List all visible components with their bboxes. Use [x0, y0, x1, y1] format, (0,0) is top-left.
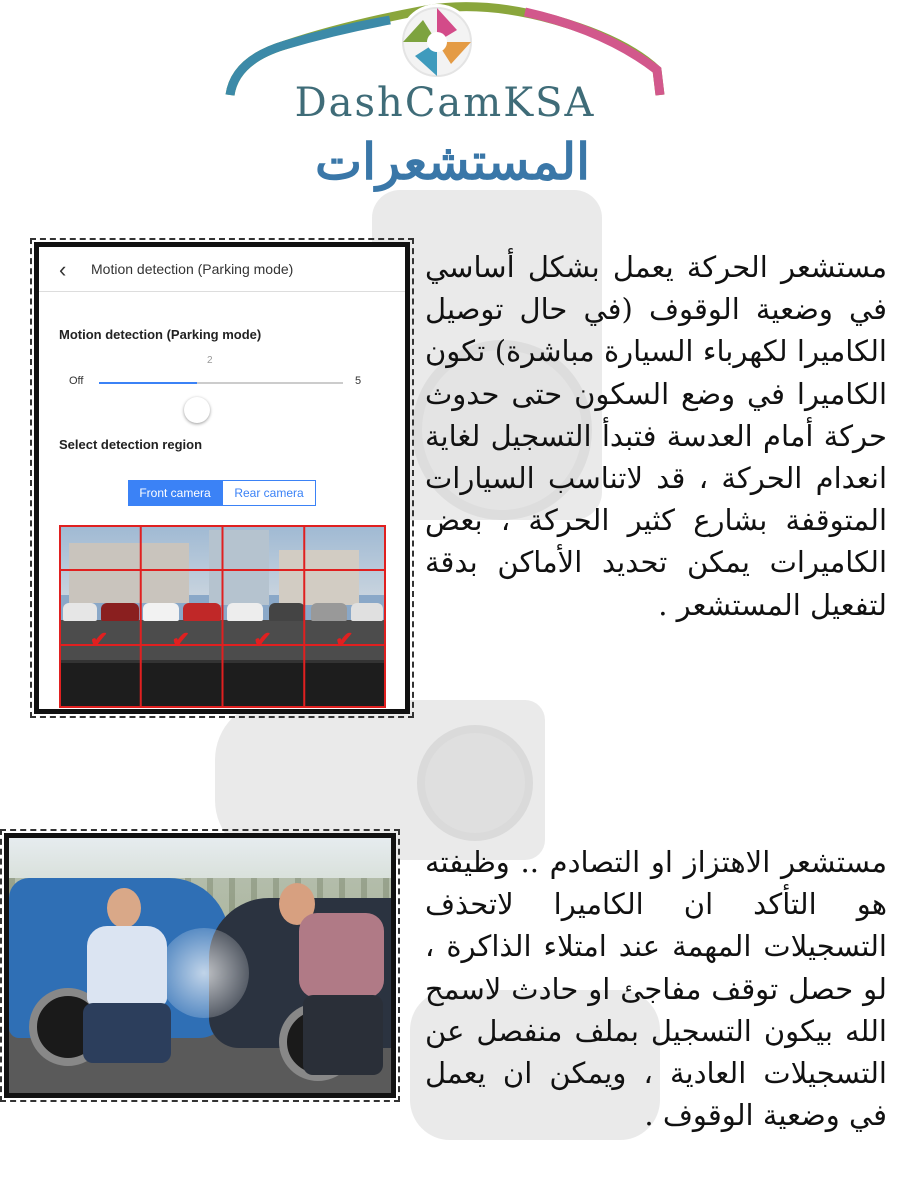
sensitivity-slider[interactable] — [59, 355, 379, 395]
accident-photo — [4, 833, 396, 1098]
detection-grid[interactable] — [59, 525, 386, 708]
slider-fill — [99, 382, 197, 384]
slider-max-label: 5 — [355, 375, 362, 387]
motion-detection-screenshot — [34, 242, 410, 714]
motion-sensor-description: مستشعر الحركة يعمل بشكل أساسي في وضعية الوقوف (في حال توصيل الكاميرا لكهرباء السيارة مباشرة) تكون الكاميرا في وضع السكون حتى حدوث حركة أمام العدسة فتبدأ التسجيل لغاية انعدام الحركة ، قد لاتناسب السيارات المتوقفة بشارع كثير الحركة ، بعض الكاميرات يمكن تحديد الأماكن بدقة لتفعيل المستشعر . — [425, 250, 887, 622]
front-camera-tab[interactable]: Front camera — [128, 480, 222, 506]
screen-header — [39, 247, 405, 292]
slider-thumb[interactable] — [184, 397, 210, 423]
page-title: المستشعرات — [315, 132, 590, 191]
camera-preview — [59, 525, 386, 708]
crash-sensor-description: مستشعر الاهتزاز او التصادم .. وظيفته هو التأكد ان الكاميرا لاتحذف التسجيلات المهمة عند امتلاء الذاكرة ، لو حصل توقف مفاجئ او حادث لاسمح الله بيكون التسجيل بملف منفصل عن التسجيلات العادية ، ويمكن ان يعمل في وضعية الوقوف . — [425, 845, 887, 1133]
logo-text: DashCamKSA — [294, 80, 596, 126]
region-check-icon[interactable]: ✔ — [253, 627, 272, 652]
region-check-icon[interactable]: ✔ — [89, 627, 109, 652]
screen-title: Motion detection (Parking mode) — [91, 261, 294, 277]
rear-camera-tab[interactable]: Rear camera — [222, 480, 316, 506]
region-check-icon[interactable]: ✔ — [335, 627, 354, 652]
slider-value-label: 2 — [207, 355, 213, 366]
region-title: Select detection region — [59, 437, 203, 452]
region-check-icon[interactable]: ✔ — [171, 627, 191, 652]
slider-min-label: Off — [69, 375, 84, 387]
slider-track[interactable] — [99, 382, 343, 384]
motion-setting-title: Motion detection (Parking mode) — [59, 327, 262, 342]
chevron-left-icon[interactable]: ‹ — [59, 257, 67, 282]
